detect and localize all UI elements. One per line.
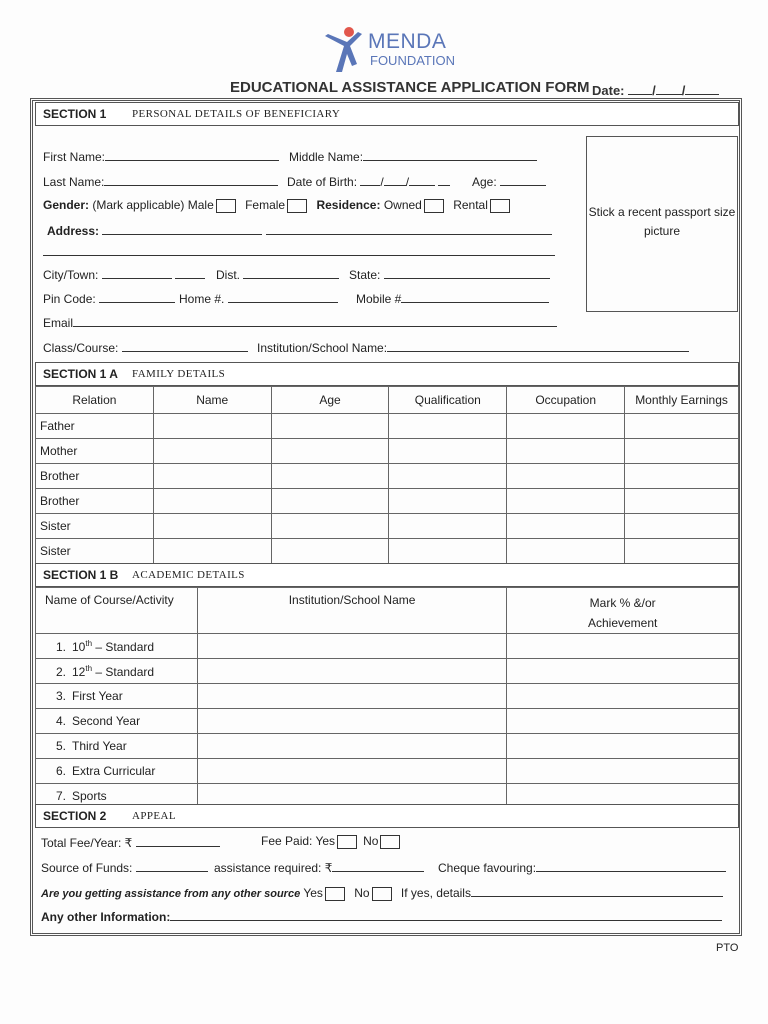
pin-code-field[interactable]: Pin Code: bbox=[43, 290, 175, 306]
section-code: SECTION 1 B bbox=[43, 568, 119, 582]
section-code: SECTION 1 A bbox=[43, 367, 118, 381]
mobile-field[interactable]: Mobile # bbox=[356, 290, 549, 306]
last-name-field[interactable]: Last Name: bbox=[43, 173, 278, 189]
section-title: APPEAL bbox=[132, 810, 176, 822]
col-occupation: Occupation bbox=[507, 387, 625, 414]
person-figure-icon bbox=[322, 26, 364, 74]
middle-name-field[interactable]: Middle Name: bbox=[289, 148, 537, 164]
table-header-row bbox=[36, 387, 739, 414]
section-1-header bbox=[35, 102, 739, 126]
col-institution: Institution/School Name bbox=[197, 588, 507, 634]
col-course-activity: Name of Course/Activity bbox=[36, 588, 198, 634]
form-title: EDUCATIONAL ASSISTANCE APPLICATION FORM bbox=[230, 79, 590, 96]
male-checkbox[interactable] bbox=[216, 199, 236, 213]
fee-paid-no-checkbox[interactable] bbox=[380, 835, 400, 849]
table-row: Sister bbox=[36, 514, 739, 539]
other-information-field[interactable]: Any other Information: bbox=[41, 908, 722, 924]
pto-label: PTO bbox=[716, 942, 739, 954]
col-name: Name bbox=[153, 387, 271, 414]
section-1a-header bbox=[35, 362, 739, 386]
table-row: 5. Third Year bbox=[36, 734, 739, 759]
table-row: 1. 10th – Standard bbox=[36, 634, 739, 659]
details-field[interactable] bbox=[471, 884, 723, 897]
section-code: SECTION 1 bbox=[43, 107, 107, 121]
fee-paid-yes-checkbox[interactable] bbox=[337, 835, 357, 849]
logo-line-1: MENDA bbox=[368, 30, 447, 53]
col-qualification: Qualification bbox=[389, 387, 507, 414]
dob-field[interactable]: Date of Birth: / / bbox=[287, 173, 450, 189]
city-field[interactable]: City/Town: bbox=[43, 266, 205, 282]
passport-photo-box bbox=[586, 136, 738, 312]
other-source-no-checkbox[interactable] bbox=[372, 887, 392, 901]
table-row: 3. First Year bbox=[36, 684, 739, 709]
table-row: Mother bbox=[36, 439, 739, 464]
academic-details-table bbox=[35, 587, 739, 809]
other-source-yes-checkbox[interactable] bbox=[325, 887, 345, 901]
address-line-2[interactable] bbox=[43, 243, 555, 259]
logo-line-2: FOUNDATION bbox=[370, 53, 455, 68]
table-row: 4. Second Year bbox=[36, 709, 739, 734]
source-of-funds-field[interactable]: Source of Funds: bbox=[41, 859, 208, 875]
owned-checkbox[interactable] bbox=[424, 199, 444, 213]
table-row: Sister bbox=[36, 539, 739, 564]
photo-instruction: Stick a recent passport size picture bbox=[588, 205, 736, 238]
assistance-required-field[interactable]: assistance required: ₹ bbox=[214, 859, 424, 875]
col-monthly-earnings: Monthly Earnings bbox=[625, 387, 739, 414]
table-row: Brother bbox=[36, 464, 739, 489]
female-checkbox[interactable] bbox=[287, 199, 307, 213]
class-course-field[interactable]: Class/Course: bbox=[43, 339, 248, 355]
table-row: 6. Extra Curricular bbox=[36, 759, 739, 784]
dist-field[interactable]: Dist. bbox=[216, 266, 339, 282]
section-1b-header bbox=[35, 563, 739, 587]
table-row: Brother bbox=[36, 489, 739, 514]
section-title: PERSONAL DETAILS OF BENEFICIARY bbox=[132, 108, 341, 120]
fee-paid-row: Fee Paid: Yes No bbox=[261, 834, 406, 849]
date-label: Date: bbox=[592, 83, 625, 98]
section-code: SECTION 2 bbox=[43, 809, 107, 823]
home-phone-field[interactable]: Home #. bbox=[179, 290, 338, 306]
menda-foundation-logo bbox=[322, 26, 472, 74]
date-field[interactable]: Date: / / bbox=[592, 82, 719, 98]
institution-name-field[interactable]: Institution/School Name: bbox=[257, 339, 689, 355]
first-name-field[interactable]: First Name: bbox=[43, 148, 279, 164]
table-row: Father bbox=[36, 414, 739, 439]
total-fee-field[interactable]: Total Fee/Year: ₹ bbox=[41, 834, 220, 850]
cheque-favouring-field[interactable]: Cheque favouring: bbox=[438, 859, 726, 875]
section-title: ACADEMIC DETAILS bbox=[132, 569, 245, 581]
gender-row: Gender: (Mark applicable) Male Female Residence: Owned Rental bbox=[43, 198, 516, 213]
family-details-table bbox=[35, 386, 739, 564]
section-2-header bbox=[35, 804, 739, 828]
rental-checkbox[interactable] bbox=[490, 199, 510, 213]
other-source-row: Are you getting assistance from any other source Yes No If yes, details bbox=[41, 884, 723, 901]
table-header-row bbox=[36, 588, 739, 634]
col-age: Age bbox=[271, 387, 389, 414]
col-relation: Relation bbox=[36, 387, 154, 414]
state-field[interactable]: State: bbox=[349, 266, 550, 282]
col-mark-achievement: Mark % &/or Achievement bbox=[507, 588, 739, 634]
table-row: 7. Sports bbox=[36, 784, 739, 809]
age-field[interactable]: Age: bbox=[472, 173, 546, 189]
email-field[interactable]: Email bbox=[43, 314, 557, 330]
section-title: FAMILY DETAILS bbox=[132, 368, 226, 380]
address-field[interactable]: Address: bbox=[47, 222, 552, 238]
table-row: 2. 12th – Standard bbox=[36, 659, 739, 684]
